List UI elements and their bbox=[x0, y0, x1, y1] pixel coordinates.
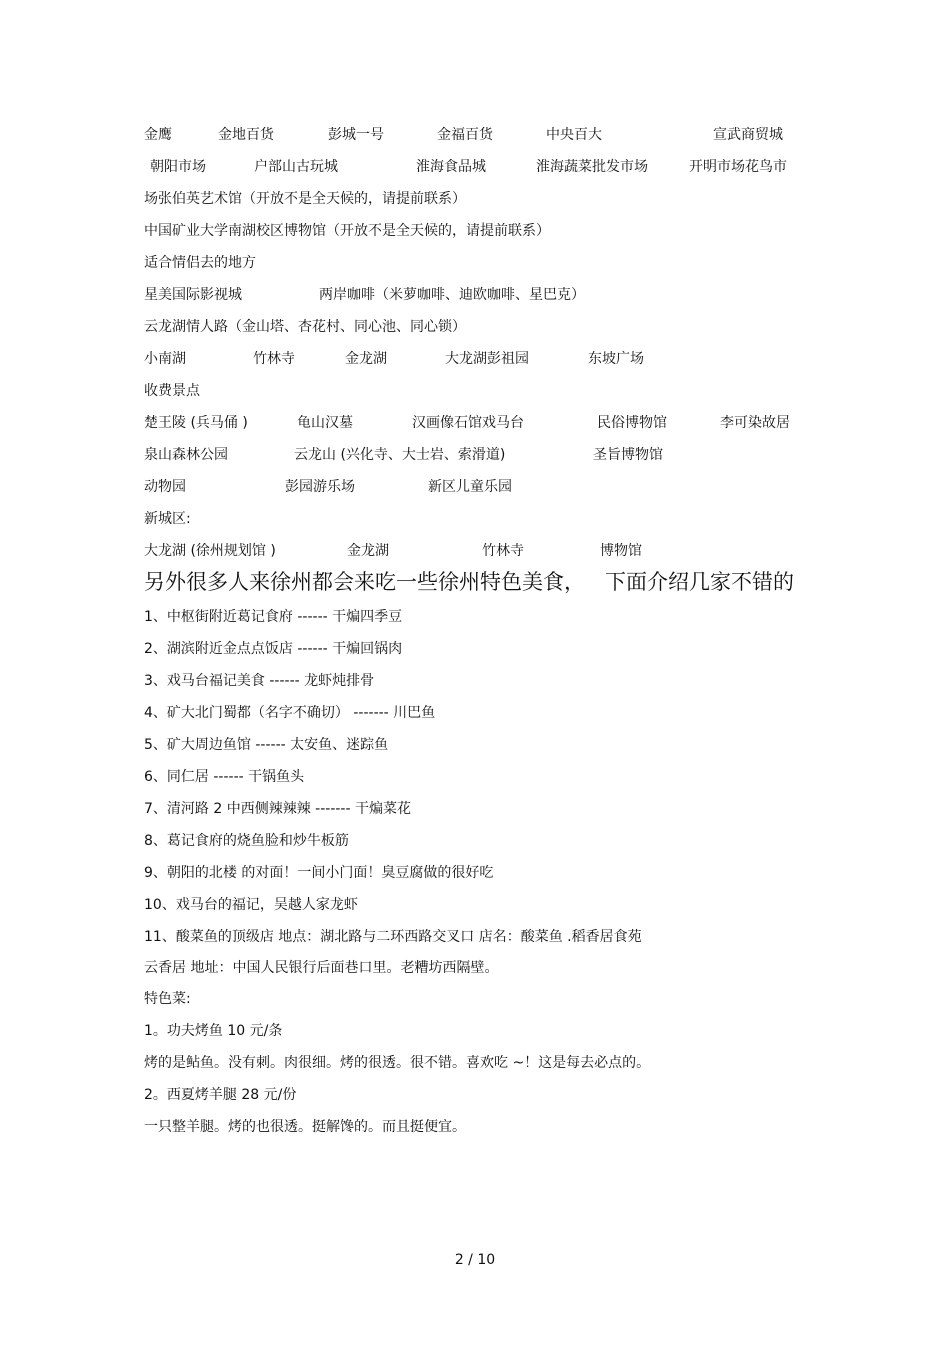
place-name: 大龙湖 (徐州规划馆 ) bbox=[144, 543, 276, 559]
place-name: 淮海蔬菜批发市场 bbox=[536, 159, 648, 175]
section-heading: 适合情侣去的地方 bbox=[144, 255, 256, 271]
list-item: 3、戏马台福记美食 ------ 龙虾炖排骨 bbox=[144, 673, 375, 689]
list-item: 2、湖滨附近金点点饭店 ------ 干煸回锅肉 bbox=[144, 641, 403, 657]
place-name: 新区儿童乐园 bbox=[428, 479, 512, 495]
dish-title: 1。功夫烤鱼 10 元/条 bbox=[144, 1023, 283, 1039]
place-name: 大龙湖彭祖园 bbox=[445, 351, 529, 367]
place-name: 竹林寺 bbox=[253, 351, 295, 367]
place-name: 金地百货 bbox=[218, 127, 274, 143]
place-name: 淮海食品城 bbox=[416, 159, 486, 175]
list-item: 4、矿大北门蜀都（名字不确切） ------- 川巴鱼 bbox=[144, 705, 436, 721]
place-name: 朝阳市场 bbox=[150, 159, 206, 175]
place-name: 中央百大 bbox=[546, 127, 602, 143]
list-item: 9、朝阳的北楼 的对面！一间小门面！臭豆腐做的很好吃 bbox=[144, 865, 494, 881]
dish-title: 2。西夏烤羊腿 28 元/份 bbox=[144, 1087, 297, 1103]
list-item: 10、戏马台的福记，吴越人家龙虾 bbox=[144, 897, 358, 913]
place-name: 宣武商贸城 bbox=[713, 127, 783, 143]
text-line: 云香居 地址：中国人民银行后面巷口里。老糟坊西隔壁。 bbox=[144, 960, 499, 976]
place-name: 汉画像石馆戏马台 bbox=[412, 415, 524, 431]
list-item: 1、中枢街附近葛记食府 ------ 干煸四季豆 bbox=[144, 609, 403, 625]
dish-description: 一只整羊腿。烤的也很透。挺解馋的。而且挺便宜。 bbox=[144, 1119, 466, 1135]
place-name: 李可染故居 bbox=[720, 415, 790, 431]
place-name: 金福百货 bbox=[437, 127, 493, 143]
list-item: 5、矿大周边鱼馆 ------ 太安鱼、迷踪鱼 bbox=[144, 737, 389, 753]
place-name: 小南湖 bbox=[144, 351, 186, 367]
place-name: 动物园 bbox=[144, 479, 186, 495]
list-item: 8、葛记食府的烧鱼脸和炒牛板筋 bbox=[144, 833, 349, 849]
section-heading: 特色菜: bbox=[144, 991, 191, 1007]
list-item: 6、同仁居 ------ 干锅鱼头 bbox=[144, 769, 305, 785]
dish-description: 烤的是鲇鱼。没有刺。肉很细。烤的很透。很不错。喜欢吃 ~！这是每去必点的。 bbox=[144, 1055, 651, 1071]
text-line: 场张伯英艺术馆（开放不是全天候的，请提前联系） bbox=[144, 191, 466, 207]
place-name: 户部山古玩城 bbox=[254, 159, 338, 175]
list-item: 7、清河路 2 中西侧辣辣辣 ------- 干煸菜花 bbox=[144, 801, 411, 817]
place-name: 博物馆 bbox=[600, 543, 642, 559]
place-name: 星美国际影视城 bbox=[144, 287, 242, 303]
place-name: 金鹰 bbox=[144, 127, 172, 143]
place-name: 金龙湖 bbox=[345, 351, 387, 367]
list-item: 11、酸菜鱼的顶级店 地点：湖北路与二环西路交叉口 店名：酸菜鱼 .稻香居食苑 bbox=[144, 929, 642, 945]
text-line: 中国矿业大学南湖校区博物馆（开放不是全天候的，请提前联系） bbox=[144, 223, 550, 239]
place-name: 竹林寺 bbox=[482, 543, 524, 559]
place-name: 云龙山 (兴化寺、大士岩、索滑道) bbox=[294, 447, 506, 463]
place-name: 开明市场花鸟市 bbox=[689, 159, 787, 175]
place-name: 泉山森林公园 bbox=[144, 447, 228, 463]
page-number: 2 / 10 bbox=[454, 1252, 496, 1268]
section-heading: 收费景点 bbox=[144, 383, 200, 399]
food-intro: 下面介绍几家不错的 bbox=[605, 570, 794, 594]
place-name: 两岸咖啡（米萝咖啡、迪欧咖啡、星巴克） bbox=[319, 287, 585, 303]
place-name: 彭城一号 bbox=[328, 127, 384, 143]
food-intro: 另外很多人来徐州都会来吃一些徐州特色美食， bbox=[144, 570, 585, 594]
place-name: 东坡广场 bbox=[588, 351, 644, 367]
place-name: 金龙湖 bbox=[347, 543, 389, 559]
text-line: 云龙湖情人路（金山塔、杏花村、同心池、同心锁） bbox=[144, 319, 466, 335]
place-name: 龟山汉墓 bbox=[297, 415, 353, 431]
place-name: 圣旨博物馆 bbox=[593, 447, 663, 463]
place-name: 彭园游乐场 bbox=[285, 479, 355, 495]
place-name: 民俗博物馆 bbox=[597, 415, 667, 431]
place-name: 楚王陵 (兵马俑 ) bbox=[144, 415, 248, 431]
section-heading: 新城区: bbox=[144, 511, 191, 527]
